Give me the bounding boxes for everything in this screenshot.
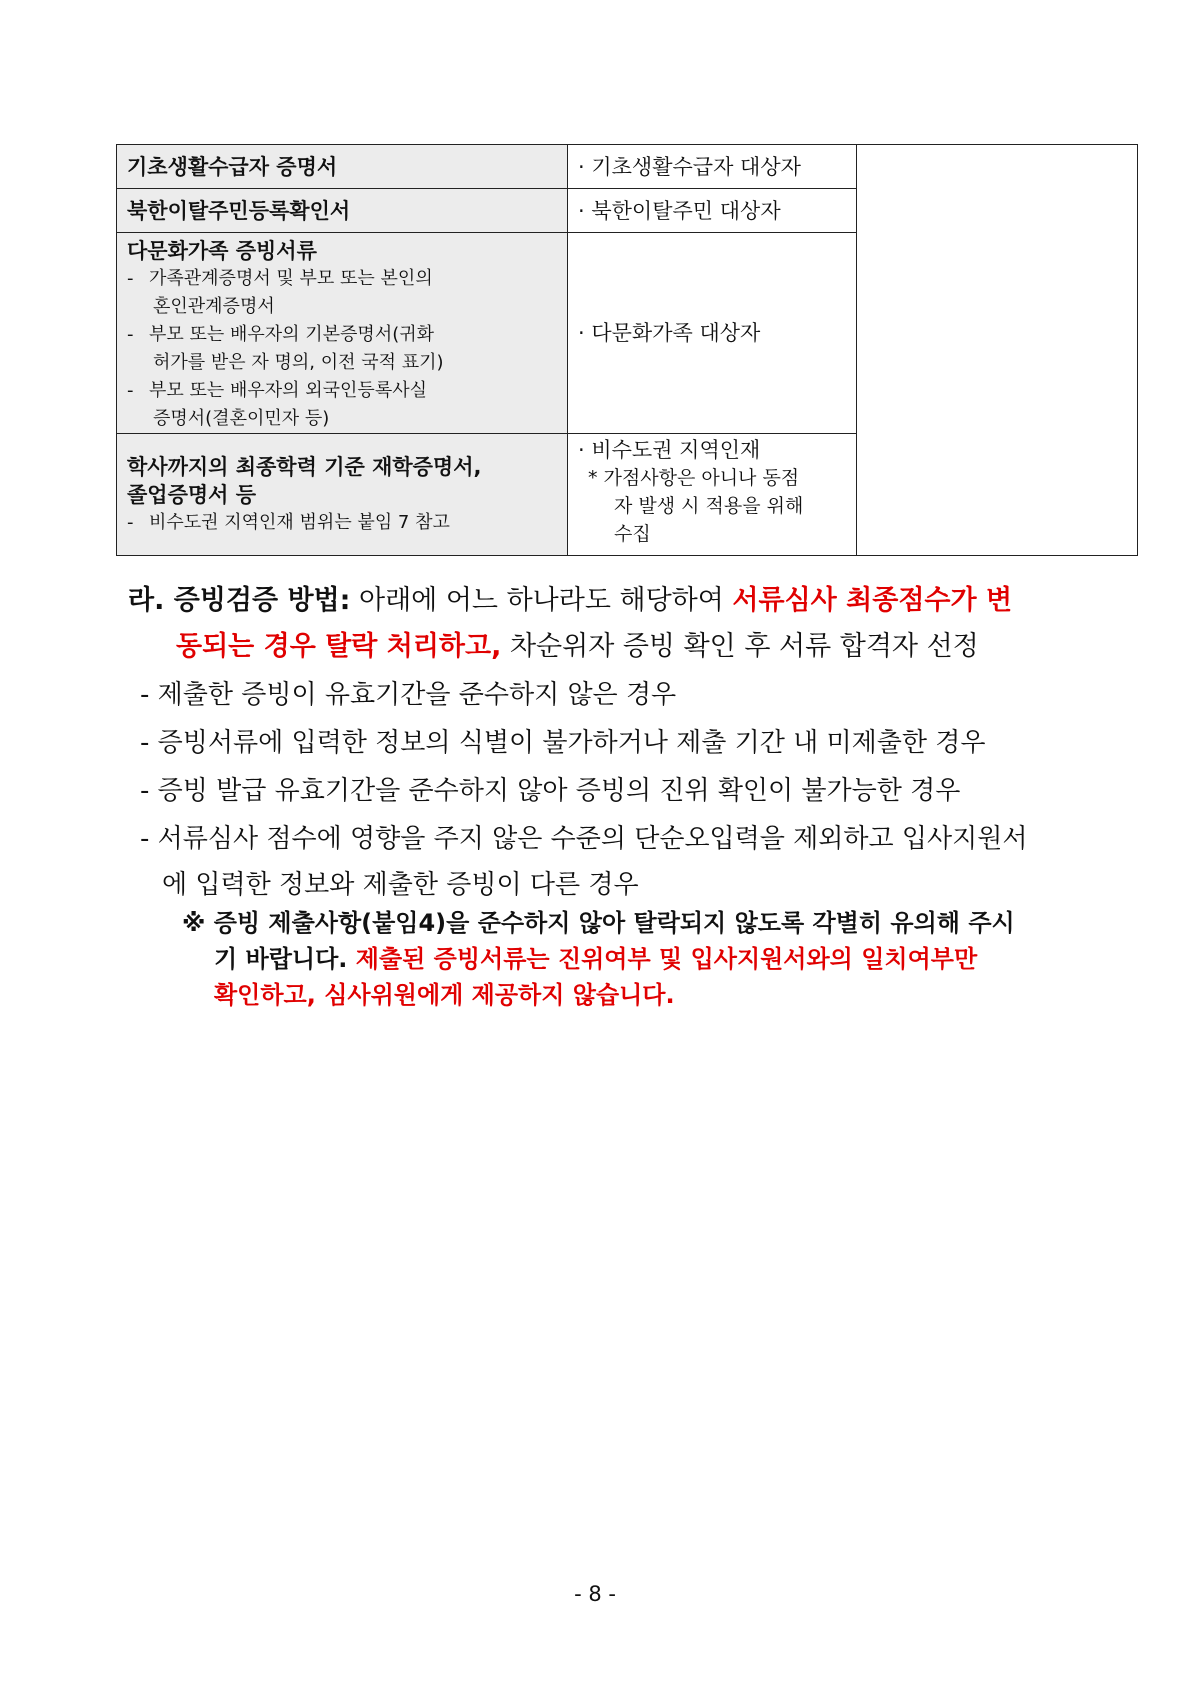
- section-text: 아래에 어느 하나라도 해당하여: [350, 585, 733, 616]
- doc-title: 북한이탈주민등록확인서: [127, 198, 351, 223]
- section-label: 라. 증빙검증 방법:: [128, 585, 351, 616]
- sub-item: - 부모 또는 배우자의 외국인등록사실 증명서(결혼이민자 등): [127, 377, 557, 433]
- remark-highlight: 확인하고, 심사위원에게 제공하지 않습니다.: [214, 981, 675, 1009]
- sub-item: - 비수도권 지역인재 범위는 붙임 7 참고: [127, 511, 450, 533]
- empty-cell: [857, 145, 1138, 556]
- sub-item: - 부모 또는 배우자의 기본증명서(귀화 허가를 받은 자 명의, 이전 국적 표기): [127, 321, 557, 377]
- condition-cell: [568, 434, 857, 556]
- sub-line: 부모 또는 배우자의 외국인등록사실: [149, 380, 427, 401]
- remark-note: [182, 905, 1080, 1013]
- sub-line: 허가를 받은 자 명의, 이전 국적 표기): [153, 352, 444, 373]
- doc-title: 졸업증명서 등: [127, 482, 257, 507]
- sub-line: 비수도권 지역인재 범위는 붙임 7 참고: [149, 511, 450, 533]
- doc-title: 다문화가족 증빙서류: [127, 239, 317, 263]
- bullet-item: - 증빙서류에 입력한 정보의 식별이 불가하거나 제출 기간 내 미제출한 경우: [140, 728, 986, 758]
- condition-cell: [568, 233, 857, 434]
- doc-cell: [117, 233, 568, 434]
- doc-title: 기초생활수급자 증명서: [127, 154, 338, 179]
- condition-text: · 비수도권 지역인재: [578, 438, 761, 462]
- bullet-item: - 증빙 발급 유효기간을 준수하지 않아 증빙의 진위 확인이 불가능한 경우: [140, 776, 961, 806]
- remark-line: ※ 증빙 제출사항(붙임4)을 준수하지 않아 탈락되지 않도록 각별히 유의해 주시: [182, 909, 1015, 937]
- sub-line: 증명서(결혼이민자 등): [153, 408, 330, 429]
- section-text: 차순위자 증빙 확인 후 서류 합격자 선정: [501, 631, 979, 662]
- remark-highlight: 제출된 증빙서류는 진위여부 및 입사지원서와의 일치여부만: [347, 945, 978, 973]
- sub-line: 가족관계증명서 및 부모 또는 본인의: [149, 268, 433, 289]
- doc-cell: [117, 434, 568, 556]
- table-row: [117, 145, 1138, 189]
- evidence-table: [116, 144, 1138, 556]
- section-highlight: 동되는 경우 탈락 처리하고,: [176, 631, 502, 662]
- note-line: * 가점사항은 아니나 동점: [588, 467, 800, 489]
- sub-item: - 가족관계증명서 및 부모 또는 본인의 혼인관계증명서: [127, 265, 557, 321]
- condition-cell: [568, 189, 857, 233]
- page-number: - 8 -: [574, 1582, 616, 1606]
- condition-text: · 북한이탈주민 대상자: [578, 198, 781, 223]
- bullet-item: - 제출한 증빙이 유효기간을 준수하지 않은 경우: [140, 680, 677, 710]
- bullet-line: - 서류심사 점수에 영향을 주지 않은 수준의 단순오입력을 제외하고 입사지원서: [140, 824, 1028, 854]
- condition-text: · 기초생활수급자 대상자: [578, 154, 801, 179]
- section-highlight: 서류심사 최종점수가 변: [732, 585, 1013, 616]
- sub-line: 혼인관계증명서: [153, 296, 275, 317]
- sub-line: 부모 또는 배우자의 기본증명서(귀화: [149, 324, 435, 345]
- condition-note: [578, 464, 846, 548]
- bullet-item: [140, 816, 1080, 908]
- note-line: 수집: [614, 523, 651, 545]
- doc-cell: [117, 189, 568, 233]
- bullet-line: 에 입력한 정보와 제출한 증빙이 다른 경우: [162, 870, 639, 900]
- condition-cell: [568, 145, 857, 189]
- doc-title: 학사까지의 최종학력 기준 재학증명서,: [127, 454, 482, 479]
- section-heading: [128, 578, 1078, 670]
- doc-cell: [117, 145, 568, 189]
- remark-line: 기 바랍니다.: [214, 945, 348, 973]
- note-line: 자 발생 시 적용을 위해: [614, 495, 804, 517]
- condition-text: · 다문화가족 대상자: [578, 321, 761, 345]
